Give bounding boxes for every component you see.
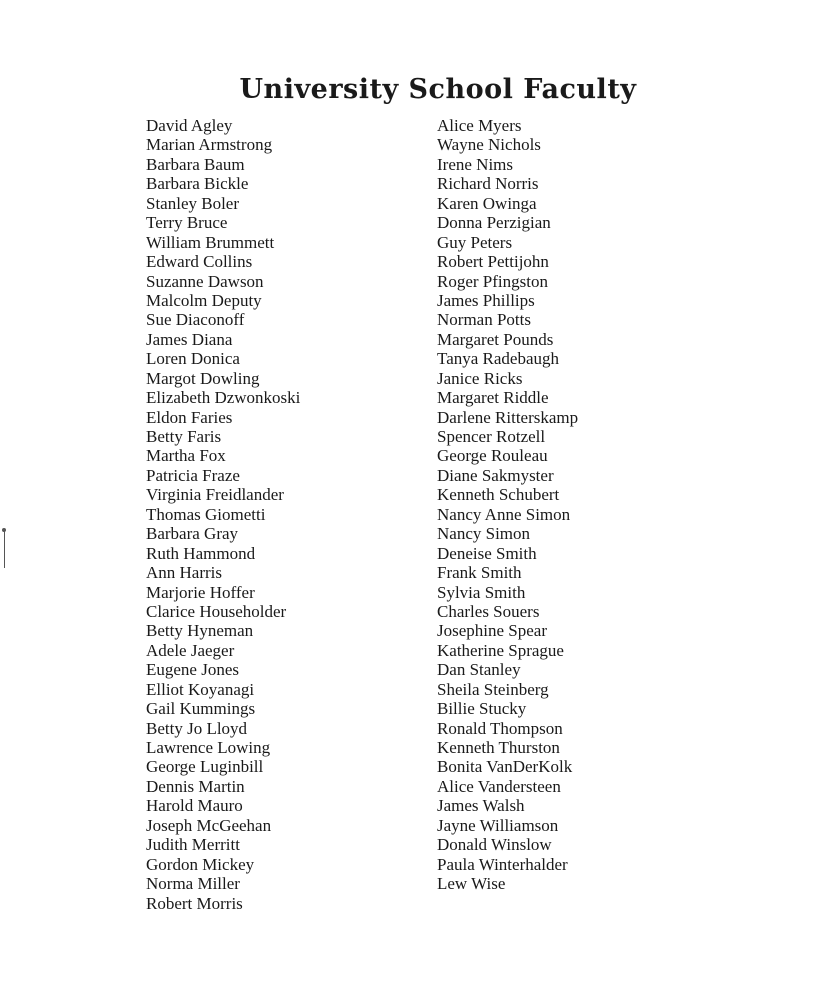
faculty-name: Marian Armstrong [146,135,273,155]
faculty-name: Norma Miller [146,874,240,894]
faculty-name: Lawrence Lowing [146,738,271,757]
faculty-name: Betty Hyneman [146,621,254,641]
faculty-name: Virginia Freidlander [146,485,284,505]
faculty-list-right [437,116,578,894]
faculty-name: Harold Mauro [146,796,243,816]
faculty-name: Donna Perzigian [437,213,551,233]
faculty-name: Nancy Simon [437,524,531,544]
faculty-name: Kenneth Thurston [437,738,560,757]
faculty-name: Barbara Baum [146,154,245,174]
faculty-name: James Walsh [437,796,525,816]
faculty-name: Loren Donica [146,349,240,369]
faculty-name: Charles Souers [437,601,540,621]
faculty-name: Ronald Thompson [437,718,563,738]
faculty-name: George Rouleau [437,446,548,466]
faculty-name: Betty Faris [146,427,222,446]
faculty-name: Gordon Mickey [146,854,255,874]
faculty-name: Edward Collins [146,252,253,272]
faculty-name: Sylvia Smith [437,582,526,602]
faculty-name: Alice Myers [437,116,522,135]
faculty-name: Bonita VanDerKolk [437,757,573,777]
faculty-list-left [146,116,300,913]
faculty-name: Gail Kummings [146,699,256,719]
faculty-name: Guy Peters [437,232,513,252]
faculty-name: Patricia Fraze [146,465,240,485]
faculty-name: Margaret Pounds [437,329,554,349]
faculty-name: Wayne Nichols [437,135,541,155]
faculty-name: Dan Stanley [437,660,521,680]
faculty-name: Stanley Boler [146,193,240,213]
faculty-name: James Phillips [437,290,535,310]
faculty-name: Sue Diaconoff [146,310,245,330]
faculty-name: Richard Norris [437,174,539,194]
faculty-name: Betty Jo Lloyd [146,718,248,738]
faculty-name: Joseph McGeehan [146,815,272,835]
faculty-name: Irene Nims [437,154,514,174]
faculty-name: Karen Owinga [437,193,537,213]
faculty-name: Alice Vandersteen [437,776,561,796]
faculty-name: Marjorie Hoffer [146,582,255,602]
faculty-name: Sheila Steinberg [437,679,549,699]
faculty-name: Malcolm Deputy [146,290,262,310]
faculty-name: Spencer Rotzell [437,427,546,446]
faculty-name: Elizabeth Dzwonkoski [146,388,301,408]
faculty-name: Ann Harris [146,563,223,583]
faculty-name: Robert Morris [146,893,243,913]
page-title: University School Faculty [239,74,637,105]
faculty-name: Terry Bruce [146,213,228,233]
faculty-name: Tanya Radebaugh [437,349,560,369]
faculty-name: Judith Merritt [146,835,240,855]
faculty-name: David Agley [146,116,233,135]
faculty-name: Thomas Giometti [146,504,266,524]
faculty-name: Jayne Williamson [437,815,559,835]
faculty-name: Billie Stucky [437,699,527,719]
faculty-name: Norman Potts [437,310,531,330]
faculty-name: Margot Dowling [146,368,260,388]
faculty-name: Dennis Martin [146,776,245,796]
faculty-name: Nancy Anne Simon [437,504,571,524]
faculty-name: William Brummett [146,232,275,252]
faculty-name: Donald Winslow [437,835,552,855]
faculty-name: Deneise Smith [437,543,537,563]
faculty-name: Katherine Sprague [437,640,564,660]
faculty-name: Robert Pettijohn [437,252,549,272]
faculty-name: Eugene Jones [146,660,240,680]
faculty-name: Roger Pfingston [437,271,548,291]
faculty-name: Darlene Ritterskamp [437,407,579,427]
faculty-name: Margaret Riddle [437,388,549,408]
faculty-name: Suzanne Dawson [146,271,264,291]
faculty-name: Ruth Hammond [146,543,256,563]
faculty-name: Janice Ricks [437,368,523,388]
faculty-name: George Luginbill [146,757,264,777]
faculty-name: Clarice Householder [146,601,287,621]
faculty-name: Eldon Faries [146,407,233,427]
faculty-name: Barbara Bickle [146,174,249,194]
margin-mark [4,530,8,568]
faculty-name: Elliot Koyanagi [146,679,255,699]
faculty-name: Adele Jaeger [146,640,235,660]
faculty-name: Frank Smith [437,563,522,583]
faculty-name: Josephine Spear [437,621,548,641]
faculty-name: Diane Sakmyster [437,465,554,485]
faculty-name: Kenneth Schubert [437,485,560,505]
faculty-name: Barbara Gray [146,524,239,544]
faculty-name: Paula Winterhalder [437,854,568,874]
faculty-name: Martha Fox [146,446,226,466]
faculty-name: James Diana [146,329,233,349]
faculty-name: Lew Wise [437,874,506,894]
